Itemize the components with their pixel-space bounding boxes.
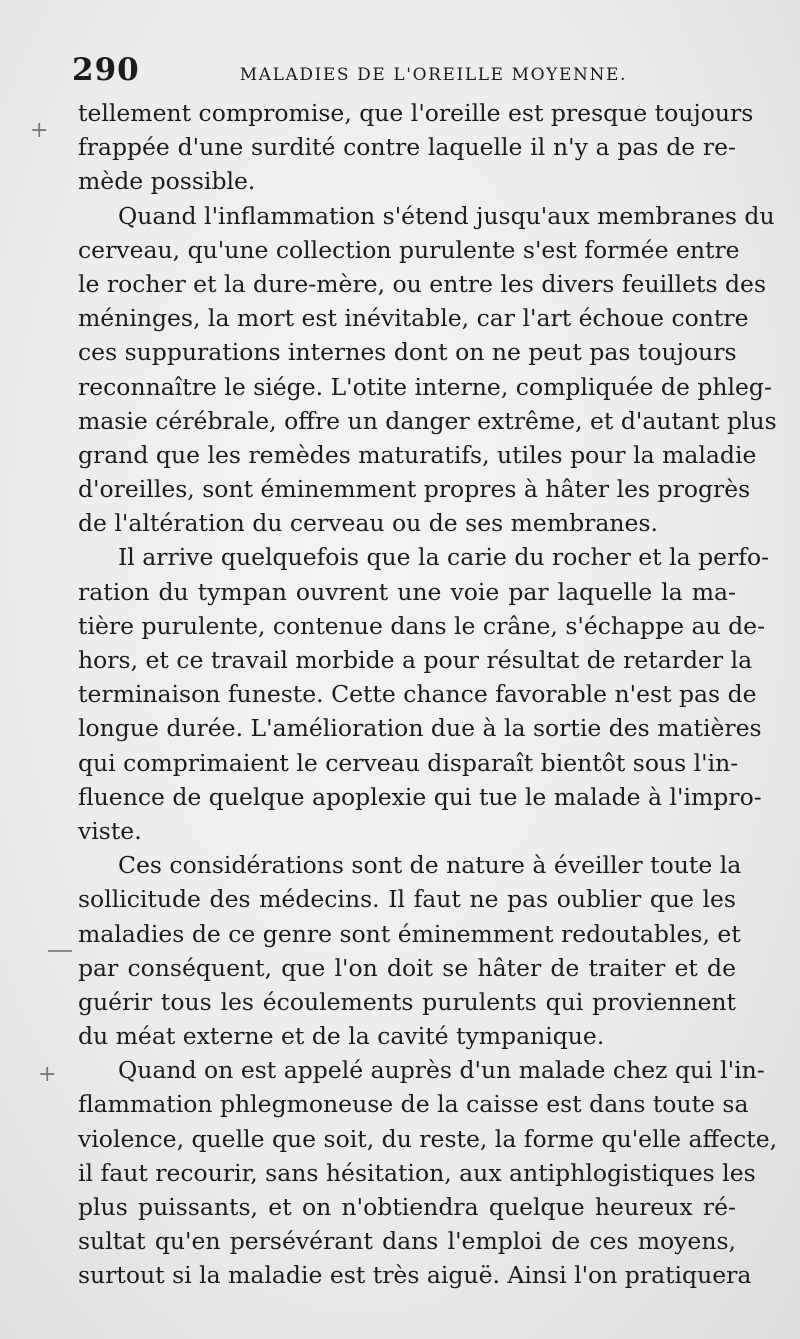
text-line: reconnaître le siége. L'otite interne, compliquée de phleg- [78,372,772,401]
running-title: MALADIES DE L'OREILLE MOYENNE. [239,65,627,85]
margin-pencil-dash [48,950,72,952]
paragraph [78,199,777,541]
text-line: le rocher et la dure-mère, ou entre les divers feuillets des [78,269,767,298]
text-line: viste. [78,816,142,845]
text-line: par conséquent, que l'on doit se hâter de traiter et de [78,953,736,982]
margin-pencil-mark: + [38,1062,57,1087]
text-line: guérir tous les écoulements purulents qui proviennent [78,987,736,1016]
page-number: 290 [72,52,140,88]
text-line: sultat qu'en persévérant dans l'emploi de ces moyens, [78,1227,736,1256]
text-line: violence, quelle que soit, du reste, la forme qu'elle affecte, [78,1124,778,1153]
paragraph [78,1053,778,1292]
margin-pencil-mark: + [30,118,49,143]
text-line: Quand on est appelé auprès d'un malade chez qui l'in- [118,1056,765,1085]
text-line: qui comprimaient le cerveau disparaît bientôt sous l'in- [78,748,739,777]
paragraph [78,848,742,1053]
running-head [72,52,770,92]
text-line: d'oreilles, sont éminemment propres à hâter les progrès [78,475,751,504]
text-line: Ces considérations sont de nature à éveiller toute la [118,851,742,880]
text-line: longue durée. L'amélioration due à la sortie des matières [78,714,762,743]
text-line: fluence de quelque apoplexie qui tue le malade à l'impro- [78,782,762,811]
text-line: ration du tympan ouvrent une voie par laquelle la ma- [78,577,736,606]
text-line: il faut recourir, sans hésitation, aux antiphlogistiques les [78,1158,756,1187]
text-line: mède possible. [78,167,256,196]
text-line: du méat externe et de la cavité tympanique. [78,1022,605,1051]
text-line: de l'altération du cerveau ou de ses membranes. [78,509,658,538]
text-line: plus puissants, et on n'obtiendra quelque heureux ré- [78,1193,736,1221]
text-line: surtout si la maladie est très aiguë. Ainsi l'on pratiquera [78,1261,752,1290]
text-line: grand que les remèdes maturatifs, utiles pour la maladie [78,440,757,469]
body-text [78,96,778,1293]
text-line: cerveau, qu'une collection purulente s'est formée entre [78,235,740,264]
text-line: Quand l'inflammation s'étend jusqu'aux membranes du [118,201,775,230]
text-line: frappée d'une surdité contre laquelle il n'y a pas de re- [78,133,736,162]
text-line: flammation phlegmoneuse de la caisse est dans toute sa [78,1090,749,1119]
text-line: terminaison funeste. Cette chance favorable n'est pas de [78,680,757,709]
text-line: Il arrive quelquefois que la carie du rocher et la perfo- [118,543,770,572]
paragraph [78,96,754,199]
text-line: tière purulente, contenue dans le crâne, s'échappe au de- [78,611,766,640]
paragraph [78,540,770,848]
text-line: tellement compromise, que l'oreille est presque toujours [78,99,754,127]
text-line: méninges, la mort est inévitable, car l'art échoue contre [78,304,749,333]
text-line: hors, et ce travail morbide a pour résultat de retarder la [78,646,753,674]
text-line: sollicitude des médecins. Il faut ne pas oublier que les [78,885,736,914]
text-line: masie cérébrale, offre un danger extrême, et d'autant plus [78,406,777,435]
text-line: maladies de ce genre sont éminemment redoutables, et [78,919,741,948]
text-line: ces suppurations internes dont on ne peut pas toujours [78,338,737,367]
